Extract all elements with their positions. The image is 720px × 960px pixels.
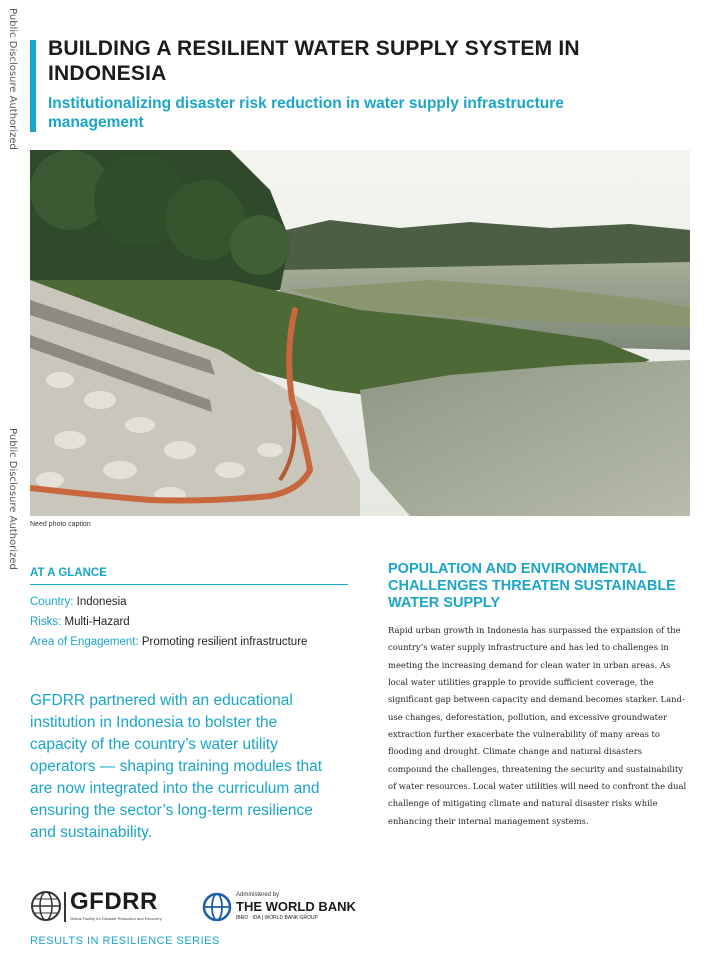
world-bank-admin-label: Administered by bbox=[236, 892, 280, 898]
glance-row-engagement bbox=[30, 636, 360, 648]
gfdrr-fullname: Global Facility for Disaster Reduction and Recovery bbox=[70, 916, 162, 921]
gfdrr-wordmark: GFDRR bbox=[70, 888, 158, 915]
glance-label: Country: bbox=[30, 596, 74, 608]
glance-value: Multi-Hazard bbox=[64, 616, 130, 628]
glance-value: Indonesia bbox=[76, 596, 127, 608]
glance-label: Risks: bbox=[30, 616, 62, 628]
logo-divider bbox=[64, 892, 66, 922]
glance-value: Promoting resilient infrastructure bbox=[141, 636, 308, 648]
photo-caption: Need photo caption bbox=[30, 521, 91, 528]
disclosure-stamp-bottom: Public Disclosure Authorized bbox=[7, 428, 18, 570]
glance-label: Area of Engagement: bbox=[30, 636, 139, 648]
page-title: BUILDING A RESILIENT WATER SUPPLY SYSTEM IN INDONESIA bbox=[48, 37, 580, 85]
page-subtitle: Institutionalizing disaster risk reduction in water supply infrastructure management bbox=[48, 95, 564, 131]
section-heading: POPULATION AND ENVIRONMENTAL CHALLENGES THREATEN SUSTAINABLE WATER SUPPLY bbox=[388, 561, 676, 611]
gfdrr-globe-logo bbox=[30, 890, 62, 922]
world-bank-name: THE WORLD BANK bbox=[236, 899, 356, 914]
world-bank-globe-logo bbox=[202, 892, 232, 922]
world-bank-group-label: IBRD · IDA | WORLD BANK GROUP bbox=[236, 915, 318, 921]
reservoir-photo bbox=[30, 150, 690, 516]
glance-row-country bbox=[30, 596, 360, 608]
disclosure-stamp-top: Public Disclosure Authorized bbox=[7, 8, 18, 150]
title-accent-bar bbox=[30, 40, 36, 132]
glance-row-risks bbox=[30, 616, 360, 628]
series-label: RESULTS IN RESILIENCE SERIES bbox=[30, 935, 220, 947]
section-body: Rapid urban growth in Indonesia has surpassed the expansion of the country’s water supply infrastructure and has led to challenges in meeting the increasing demand for clean water in urban areas. As local water utilities grapple to provide sufficient coverage, the significant gap between capacity and demand becomes starker. Land-use changes, deforestation, pollution, and excessive groundwater extraction further exacerbate the vulnerability of many areas to flooding and drought. Climate change and natural disasters compound the challenges, threatening the security and sustainability of water resources. Local water utilities will need to confront the dual challenge of mitigating climate and natural disaster risks while enhancing their internal management systems. bbox=[388, 625, 687, 826]
pull-quote: GFDRR partnered with an educational institution in Indonesia to bolster the capacity of the country’s water utility operators — shaping training modules that are now integrated into the curriculum and ensuring the sector’s long-term resilience and sustainability. bbox=[30, 692, 323, 841]
at-a-glance-heading: AT A GLANCE bbox=[30, 567, 348, 585]
